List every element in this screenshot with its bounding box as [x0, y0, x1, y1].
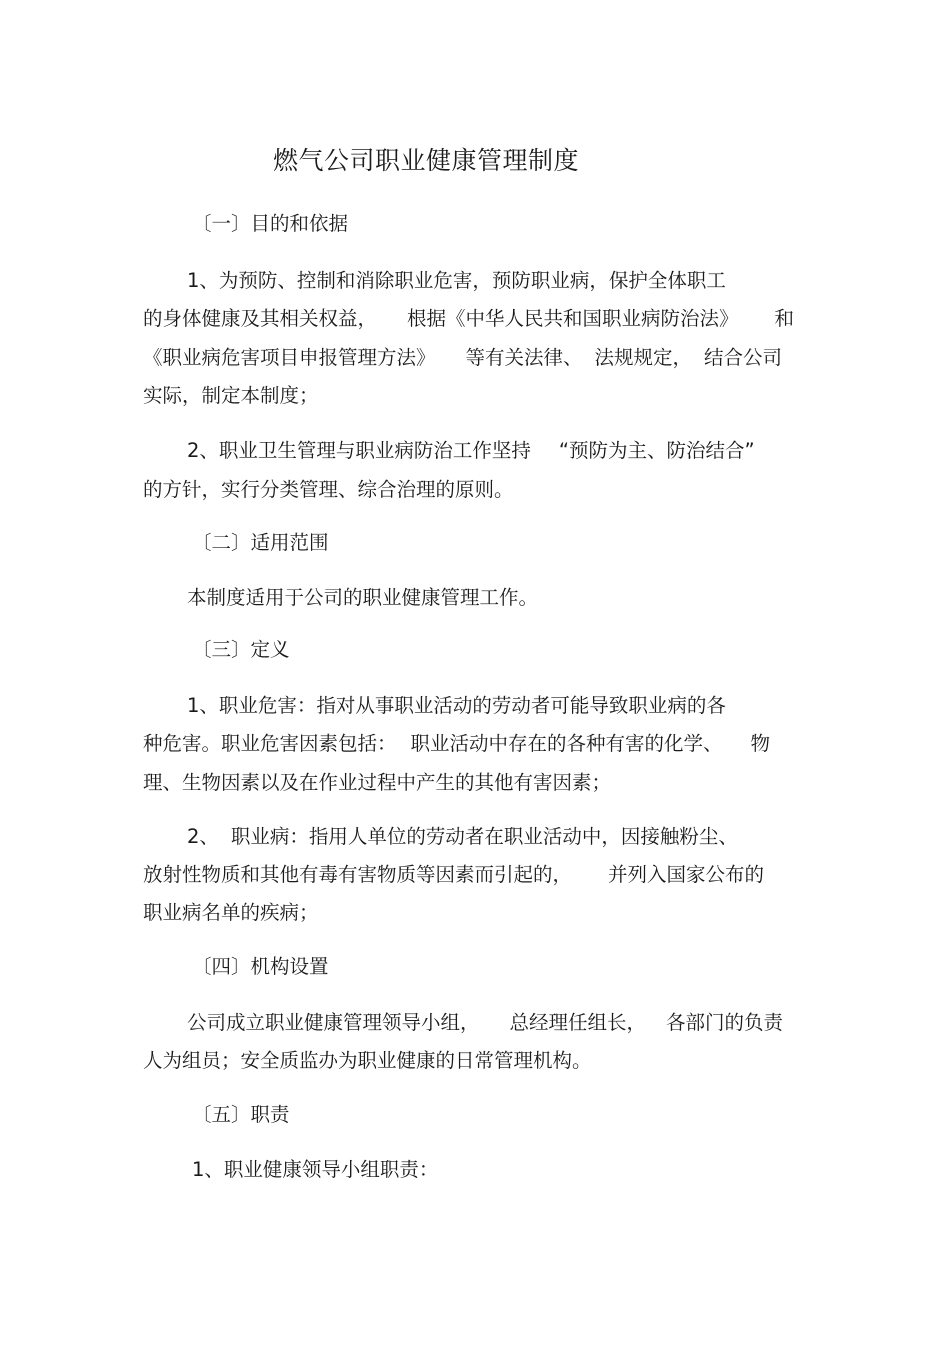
paragraph-line: 本制度适用于公司的职业健康管理工作。 — [187, 586, 539, 609]
section-heading-1: 〔一〕目的和依据 — [192, 212, 349, 235]
paragraph-line: 2、职业卫生管理与职业病防治工作坚持 “预防为主、防治结合” — [187, 439, 755, 462]
paragraph-line: 1、职业危害：指对从事职业活动的劳动者可能导致职业病的各 — [187, 694, 726, 717]
paragraph-line: 种危害。职业危害因素包括： 职业活动中存在的各种有害的化学、 物 — [143, 732, 771, 755]
paragraph-line: 人为组员；安全质监办为职业健康的日常管理机构。 — [143, 1049, 592, 1072]
paragraph-line: 公司成立职业健康管理领导小组， 总经理任组长， 各部门的负责 — [187, 1011, 784, 1034]
section-heading-5: 〔五〕职责 — [192, 1103, 290, 1126]
paragraph-line: 的方针，实行分类管理、综合治理的原则。 — [143, 478, 514, 501]
paragraph-line: 实际，制定本制度； — [143, 384, 319, 407]
paragraph-line: 2、 职业病：指用人单位的劳动者在职业活动中，因接触粉尘、 — [187, 825, 738, 848]
paragraph-line: 职业病名单的疾病； — [143, 901, 319, 924]
section-heading-2: 〔二〕适用范围 — [192, 531, 329, 554]
paragraph-line: 理、生物因素以及在作业过程中产生的其他有害因素； — [143, 771, 612, 794]
document-title: 燃气公司职业健康管理制度 — [273, 146, 580, 175]
section-heading-4: 〔四〕机构设置 — [192, 955, 329, 978]
paragraph-line: 《职业病危害项目申报管理方法》 等有关法律、 法规规定， 结合公司 — [143, 346, 783, 369]
paragraph-line: 放射性物质和其他有毒有害物质等因素而引起的， 并列入国家公布的 — [143, 863, 765, 886]
section-heading-3: 〔三〕定义 — [192, 638, 290, 661]
paragraph-line: 的身体健康及其相关权益， 根据《中华人民共和国职业病防治法》 和 — [143, 307, 795, 330]
paragraph-line: 1、职业健康领导小组职责： — [192, 1158, 439, 1181]
paragraph-line: 1、为预防、控制和消除职业危害，预防职业病，保护全体职工 — [187, 269, 726, 292]
